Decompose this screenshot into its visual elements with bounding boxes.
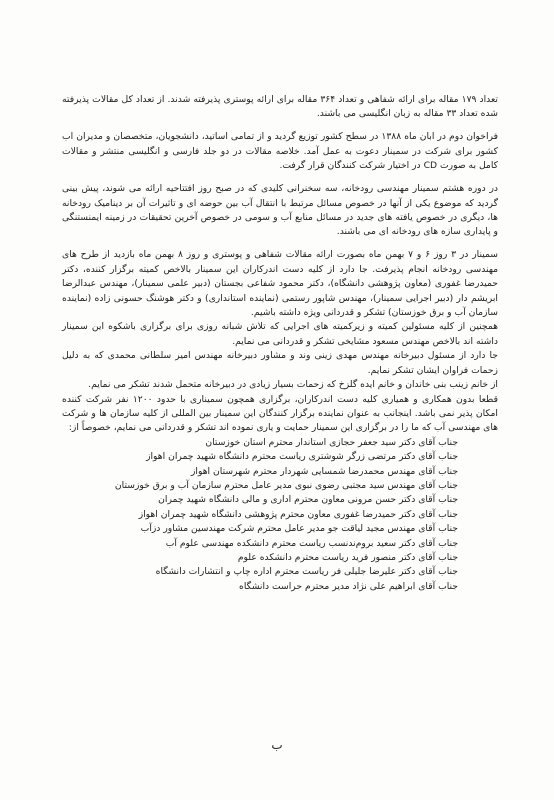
- list-item: جناب آقای مهندس مجید لیاقت جو مدیر عامل محترم شرکت مهندسین مشاور دزآب: [140, 523, 458, 535]
- list-item: جناب آقای دکتر سعید بروم‌ندنسب ریاست محترم دانشکده مهندسی علوم آب: [165, 537, 458, 549]
- list-item: جناب آقای دکتر مرتضی زرگر شوشتری ریاست محترم دانشگاه شهید چمران اهواز: [146, 451, 458, 463]
- list-item: جناب آقای ابراهیم علی نژاد مدیر محترم حراست دانشگاه: [239, 580, 458, 592]
- paragraph-secretariat: جا دارد از مسئول دبیرخانه مهندس مهدی زینی وند و مشاور دبیرخانه مهندس امیر سلطانی محمدی که به دلیل زحمات فراوان ایشان تشکر نمایم.: [62, 350, 498, 376]
- paragraph-committees: همچنین از کلیه مسئولین کمیته و زیرکمیته های اجرایی که تلاش شبانه روزی برای برگزاری باشکوه این سمینار داشته اند بالاخص مهندس مسعود مشایخی تشکر و قدردانی می نمایم.: [62, 321, 498, 347]
- list-item: جناب آقای مهندس سید مجتبی رضوی نبوی مدیر عامل محترم سازمان آب و برق خوزستان: [114, 479, 458, 491]
- acknowledgement-list: [62, 436, 498, 594]
- paragraph-second-call: فراخوان دوم در ابان ماه ۱۳۸۸ در سطح کشور توزیع گردید و از تمامی اساتید، دانشجویان، متخصصان و مدیران اب کشور برای شرکت در سمینار دعوت به عمل آمد. خلاصه مقالات در دو جلد فارسی و انگلیسی منتشر و مقالات کامل به صورت CD در اختیار شرکت کنندگان قرار گرفت.: [62, 131, 498, 172]
- list-item: جناب آقای دکتر حسن مرونی معاون محترم اداری و مالی دانشگاه شهید چمران: [158, 494, 458, 506]
- list-item: جناب آقای دکتر سید جعفر حجازی استاندار محترم استان خوزستان: [205, 436, 458, 448]
- list-item: جناب آقای دکتر منصور فرید ریاست محترم دانشکده علوم: [237, 551, 458, 563]
- list-item: جناب آقای دکتر حمیدرضا غفوری معاون محترم پژوهشی دانشگاه شهید چمران اهواز: [138, 508, 458, 520]
- page-number: ب: [271, 738, 283, 752]
- paragraph-staff-thanks: از خانم زینب بنی خاندان و خانم ایده گلزخ که زحمات بسیار زیادی در دبیرخانه متحمل شدند تشکر می نمایم.: [88, 379, 498, 391]
- paragraph-organizations: قطعا بدون همکاری و همیاری کلیه دست اندرکاران، برگزاری همچون سمیناری با حدود ۱۲۰۰ نفر شرکت کننده امکان پذیر نمی باشد. اینجانب به عنوان نماینده برگزار کنندگان این سمینار بین المللی از کلیه سازمان ها و شرکت های مهندسی آب که ما را در برگزاری این سمینار حمایت و یاری نموده اند تشکر و قدردانی می نمایم، خصوصاً از:: [62, 393, 498, 434]
- paragraph-papers-accepted: تعداد ۱۷۹ مقاله برای ارائه شفاهی و تعداد ۳۶۴ مقاله برای ارائه پوستری پذیرفته شدند. از تعداد کل مقالات پذیرفته شده تعداد ۳۳ مقاله به زبان انگلیسی می باشند.: [62, 94, 498, 120]
- paragraph-seminar-days: سمینار در ۳ روز ۶ و ۷ بهمن ماه بصورت ارائه مقالات شفاهی و پوستری و روز ۸ بهمن ماه بازدید از طرح های مهندسی رودخانه انجام پذیرفت. جا دارد از کلیه دست اندرکاران این سمینار بالاخص کمیته برگزار کننده، دکتر حمیدرضا غفوری (معاون پژوهشی دانشگاه)، دکتر محمود شفاعی بجستان (دبیر علمی سمینار)، مهندس عبدالرضا ابریشم دار (دبیر اجرایی سمینار)، مهندس شاپور رستمی (نماینده استانداری) و دکتر هوشنگ حسونی زاده (نماینده سازمان آب و برق خوزستان) تشکر و قدردانی ویژه داشته باشیم.: [62, 249, 499, 319]
- body-text: [62, 93, 498, 594]
- paragraph-keynotes: در دوره هشتم سمینار مهندسی رودخانه، سه سخنرانی کلیدی که در صبح روز افتتاحیه ارائه می شوند، پیش بینی گردید که موضوع یکی از آنها در خصوص مسائل مرتبط با انتقال آب بین حوضه ای و تاثیرات آن بر دینامیک رودخانه ها، دیگری در خصوص یافته های جدید در مسائل منابع آب و سومی در خصوص آخرین تحقیقات در زمینه ایمنستنگی و پایداری سازه های رودخانه ای می باشند.: [62, 183, 498, 238]
- list-item: جناب آقای دکتر علیرضا جلیلی فر ریاست محترم اداره چاپ و انتشارات دانشگاه: [155, 566, 458, 578]
- list-item: جناب آقای مهندس محمدرضا شمسایی شهردار محترم شهرستان اهواز: [190, 465, 458, 477]
